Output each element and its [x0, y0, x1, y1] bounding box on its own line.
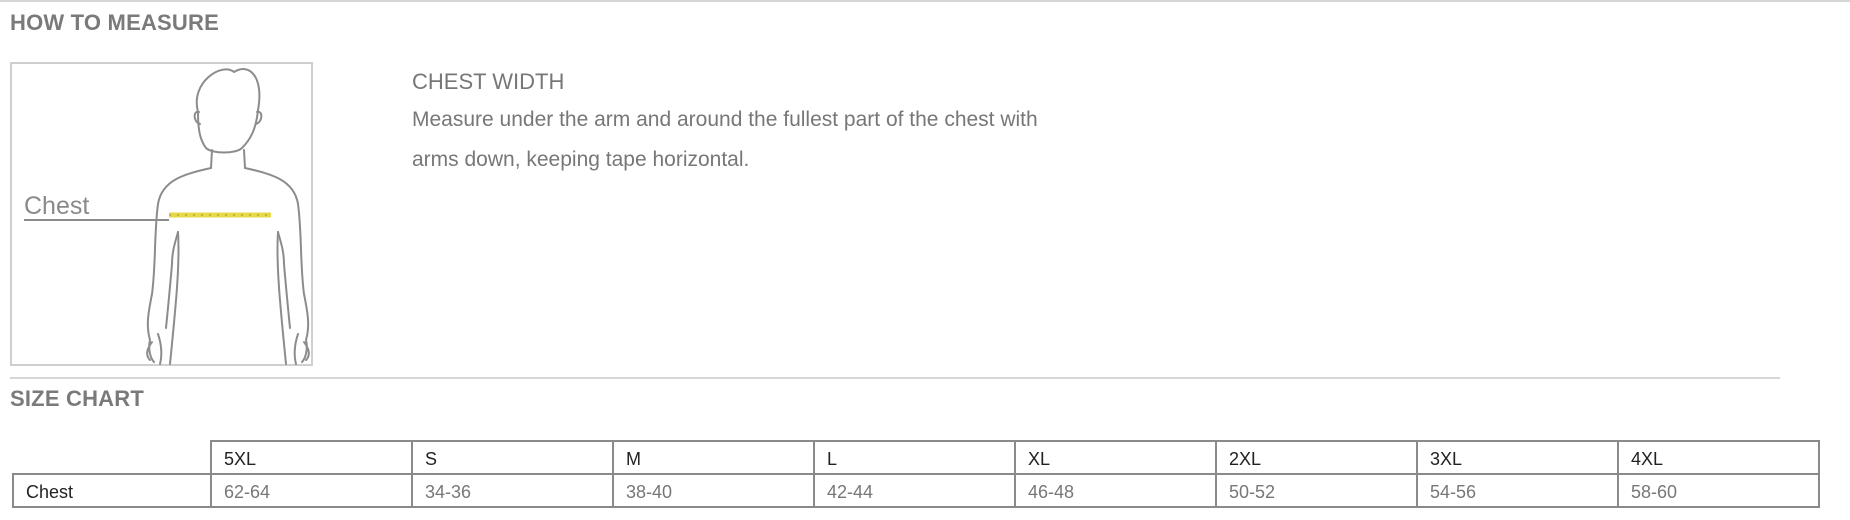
size-header-cell: L [814, 441, 1015, 474]
measurement-cell: 50-52 [1216, 474, 1417, 507]
size-header-cell: 4XL [1618, 441, 1819, 474]
measure-instructions [412, 68, 1112, 180]
measurement-cell: 58-60 [1618, 474, 1819, 507]
size-header-cell: XL [1015, 441, 1216, 474]
size-header-cell: 5XL [211, 441, 412, 474]
measure-figure [10, 62, 313, 366]
section-divider [10, 377, 1780, 379]
measure-description: Measure under the arm and around the fullest part of the chest with arms down, keeping tape horizontal. [412, 108, 1038, 171]
how-to-measure-title: HOW TO MEASURE [10, 10, 219, 35]
size-header-cell: 3XL [1417, 441, 1618, 474]
top-divider [0, 0, 1850, 2]
chest-figure-label: Chest [24, 192, 90, 220]
size-header-cell: M [613, 441, 814, 474]
size-header-row [13, 441, 1819, 474]
size-chart-title: SIZE CHART [10, 386, 144, 411]
size-header-cell: 2XL [1216, 441, 1417, 474]
measurement-cell: 62-64 [211, 474, 412, 507]
row-label-chest: Chest [13, 474, 211, 507]
measurement-cell: 46-48 [1015, 474, 1216, 507]
measurement-cell: 34-36 [412, 474, 613, 507]
table-corner-cell [13, 441, 211, 474]
size-header-cell: S [412, 441, 613, 474]
table-row [13, 474, 1819, 507]
size-chart-table [12, 440, 1820, 508]
measurement-cell: 42-44 [814, 474, 1015, 507]
measurement-cell: 54-56 [1417, 474, 1618, 507]
measure-heading: CHEST WIDTH [412, 69, 565, 94]
measurement-cell: 38-40 [613, 474, 814, 507]
